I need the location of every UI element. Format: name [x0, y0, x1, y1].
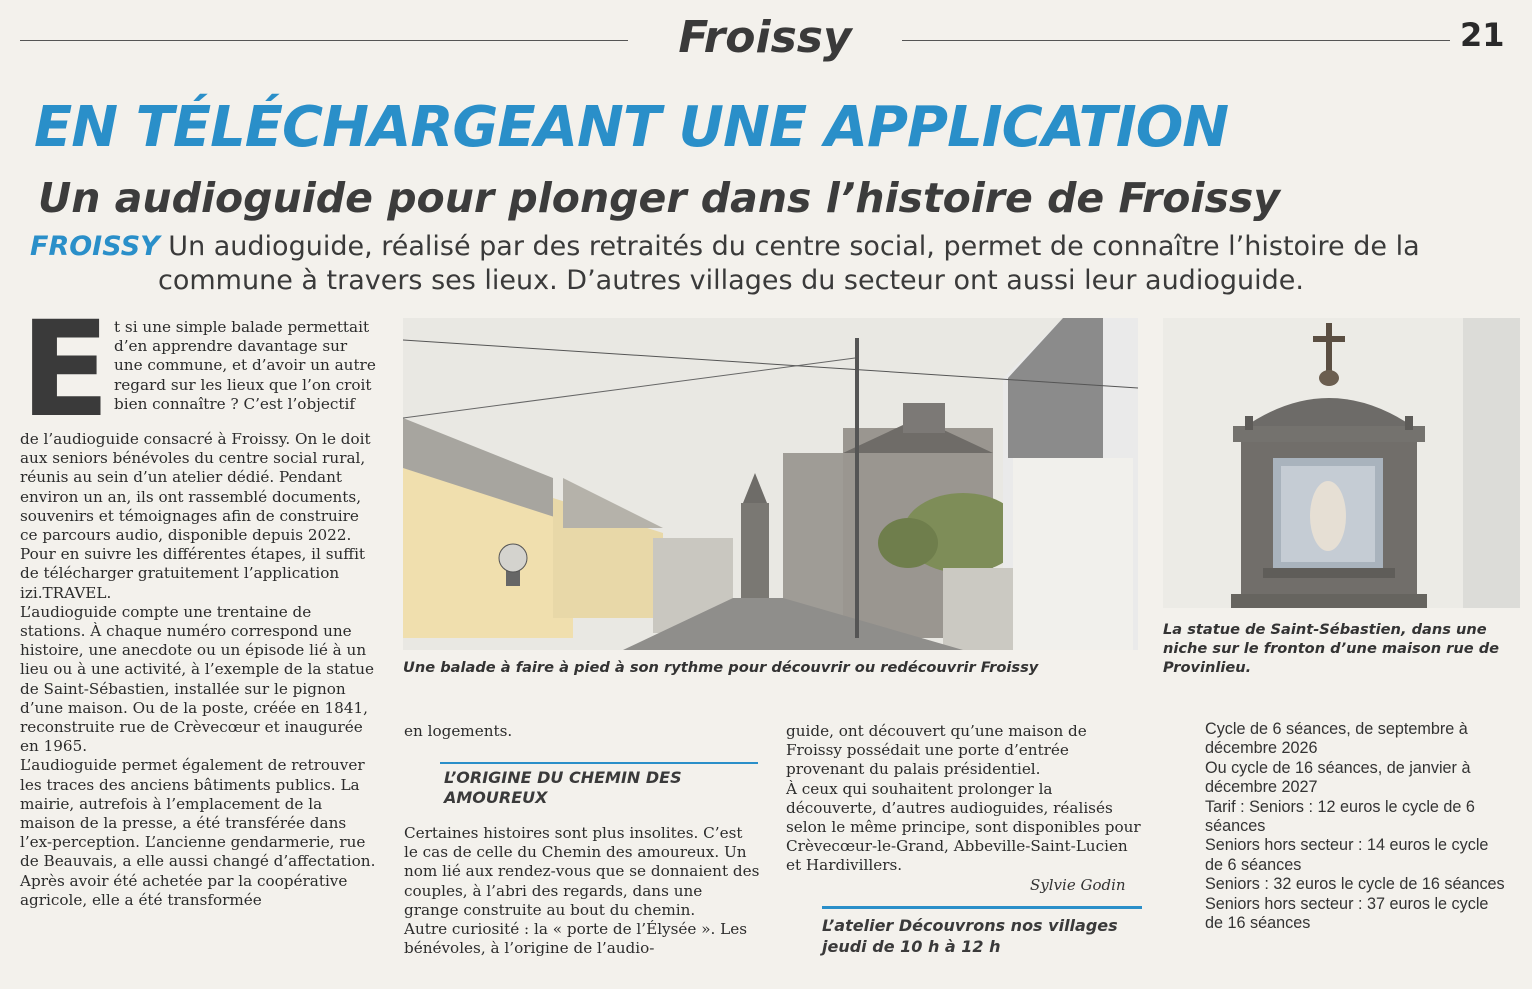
- subheadline: Un audioguide pour plonger dans l’histoire de Froissy: [38, 174, 1280, 222]
- page-number: 21: [1460, 16, 1505, 54]
- article-paragraph: de l’audioguide consacré à Froissy. On le doit aux seniors bénévoles du centre social rural, réunis au sein d’un atelier dédié. Pendant environ un an, ils ont rassemblé documents, souvenirs et témoignages afin de construire ce parcours audio, disponible depuis 2022. Pour en suivre les différentes étapes, il suffit de télécharger gratuitement l’application izi.TRAVEL.: [20, 430, 371, 602]
- street-photo-illustration: [403, 318, 1138, 650]
- headline: EN TÉLÉCHARGEANT UNE APPLICATION: [34, 95, 1229, 160]
- infobox: [822, 906, 1142, 957]
- author-signature: Sylvie Godin: [1030, 876, 1126, 894]
- article-col2: [404, 824, 760, 958]
- article-col2-top: en logements.: [404, 722, 513, 740]
- infobox-line: Ou cycle de 16 séances, de janvier à décembre 2027: [1205, 758, 1471, 797]
- chapo-kicker: FROISSY: [30, 231, 160, 262]
- article-paragraph: guide, ont découvert qu’une maison de Froissy possédait une porte d’entrée provenant du palais présidentiel.: [786, 722, 1087, 779]
- infobox-title: L’atelier Découvrons nos villages jeudi de 10 h à 12 h: [822, 916, 1118, 956]
- infobox-line: Seniors hors secteur : 14 euros le cycle de 6 séances: [1205, 836, 1489, 874]
- street-photo-caption: Une balade à faire à pied à son rythme pour découvrir ou redécouvrir Froissy: [403, 659, 1039, 676]
- section-title: Froissy: [678, 12, 852, 63]
- drop-cap: E: [20, 293, 111, 447]
- chapo-line-2: commune à travers ses lieux. D’autres villages du secteur ont aussi leur audioguide.: [158, 265, 1304, 296]
- infobox-line: Tarif : Seniors : 12 euros le cycle de 6 séances: [1205, 797, 1475, 836]
- article-paragraph: Certaines histoires sont plus insolites. C’est le cas de celle du Chemin des amoureux. Un nom lié aux rendez-vous que se donnaient des couples, à l’abri des regards, dans une grange construite au bout du chemin.: [404, 824, 760, 919]
- article-col1-top: t si une simple balade permettait d’en apprendre davantage sur une commune, et d’avoir un autre regard sur les lieux que l’on croit bien connaître ? C’est l’objectif: [114, 318, 376, 413]
- chapo: [30, 230, 1520, 298]
- article-col3: [786, 722, 1142, 876]
- header-rule-right: [902, 40, 1450, 41]
- infobox-line: Seniors hors secteur : 37 euros le cycle de 16 séances: [1205, 894, 1489, 933]
- article-col1: [20, 430, 376, 910]
- article-paragraph: À ceux qui souhaitent prolonger la découverte, d’autres audioguides, réalisés selon le même principe, sont disponibles pour Crèvecœur-le-Grand, Abbeville-Saint-Lucien et Hardivillers.: [786, 779, 1141, 875]
- street-photo: [403, 318, 1138, 650]
- statue-photo-illustration: [1163, 318, 1520, 608]
- infobox-details: [1205, 720, 1505, 933]
- subhead: L’ORIGINE DU CHEMIN DES AMOUREUX: [444, 768, 682, 807]
- article-paragraph: L’audioguide permet également de retrouver les traces des anciens bâtiments publics. La mairie, autrefois à l’emplacement de la maison de la presse, a été transférée dans l’ex-perception. L’ancienne gendarmerie, rue de Beauvais, a elle aussi changé d’affectation. Après avoir été achetée par la coopérative agricole, elle a été transformée: [20, 756, 376, 909]
- chapo-line-1: Un audioguide, réalisé par des retraités du centre social, permet de connaître l’histoire de la: [159, 231, 1420, 262]
- statue-photo: [1163, 318, 1520, 608]
- statue-photo-caption: La statue de Saint-Sébastien, dans une niche sur le fronton d’une maison rue de Provinlieu.: [1163, 621, 1500, 676]
- article-paragraph: Autre curiosité : la « porte de l’Élysée ». Les bénévoles, à l’origine de l’audio-: [404, 920, 748, 958]
- subhead-box: [404, 762, 758, 808]
- header-rule-left: [20, 40, 628, 41]
- infobox-line: Cycle de 6 séances, de septembre à décembre 2026: [1205, 720, 1468, 758]
- infobox-line: Seniors : 32 euros le cycle de 16 séances: [1205, 875, 1505, 894]
- article-paragraph: L’audioguide compte une trentaine de stations. À chaque numéro correspond une histoire, une anecdote ou un épisode lié à un lieu ou à une activité, à l’exemple de la statue de Saint-Sébastien, installée sur le pignon d’une maison. Ou de la poste, créée en 1841, reconstruite rue de Crèvecœur et inaugurée en 1965.: [20, 602, 375, 756]
